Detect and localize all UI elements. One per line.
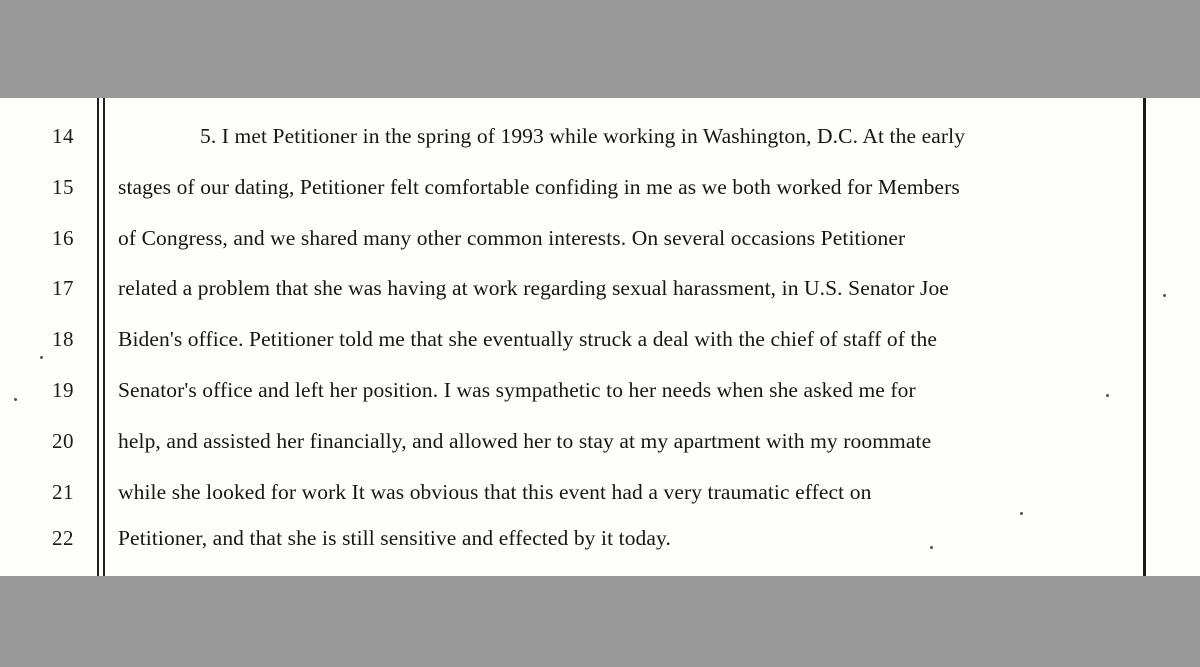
scan-speck [40, 356, 43, 359]
scan-speck [1106, 394, 1109, 397]
line-19 [0, 378, 1200, 428]
line-17 [0, 276, 1200, 326]
line-text: related a problem that she was having at work regarding sexual harassment, in U.S. Senator Joe [118, 276, 949, 300]
line-number: 20 [52, 429, 74, 453]
line-number: 17 [52, 276, 74, 300]
line-number: 21 [52, 480, 74, 504]
line-text: stages of our dating, Petitioner felt comfortable confiding in me as we both worked for Members [118, 175, 960, 199]
line-14 [0, 124, 1200, 174]
line-number: 15 [52, 175, 74, 199]
line-number: 16 [52, 226, 74, 250]
line-22 [0, 526, 1200, 576]
line-text: of Congress, and we shared many other common interests. On several occasions Petitioner [118, 226, 906, 250]
scan-speck [930, 546, 933, 549]
line-16 [0, 226, 1200, 276]
line-20 [0, 429, 1200, 479]
line-text: 5. I met Petitioner in the spring of 1993 while working in Washington, D.C. At the early [200, 124, 966, 148]
line-number: 14 [52, 124, 74, 148]
line-text: Biden's office. Petitioner told me that she eventually struck a deal with the chief of staff of the [118, 327, 937, 351]
scan-speck [1020, 512, 1023, 515]
line-18 [0, 327, 1200, 377]
scan-speck [1163, 294, 1166, 297]
line-text: help, and assisted her financially, and allowed her to stay at my apartment with my roommate [118, 429, 932, 453]
line-text: Senator's office and left her position. I was sympathetic to her needs when she asked me for [118, 378, 916, 402]
top-gray-band [0, 0, 1200, 98]
document-page [0, 98, 1200, 576]
scan-speck [14, 398, 17, 401]
line-number: 19 [52, 378, 74, 402]
bottom-gray-band [0, 576, 1200, 667]
numbered-text-lines [0, 98, 1200, 576]
line-number: 18 [52, 327, 74, 351]
line-15 [0, 175, 1200, 225]
line-text: while she looked for work It was obvious that this event had a very traumatic effect on [118, 480, 872, 504]
line-number: 22 [52, 526, 74, 550]
line-21 [0, 480, 1200, 530]
line-text: Petitioner, and that she is still sensitive and effected by it today. [118, 526, 671, 550]
